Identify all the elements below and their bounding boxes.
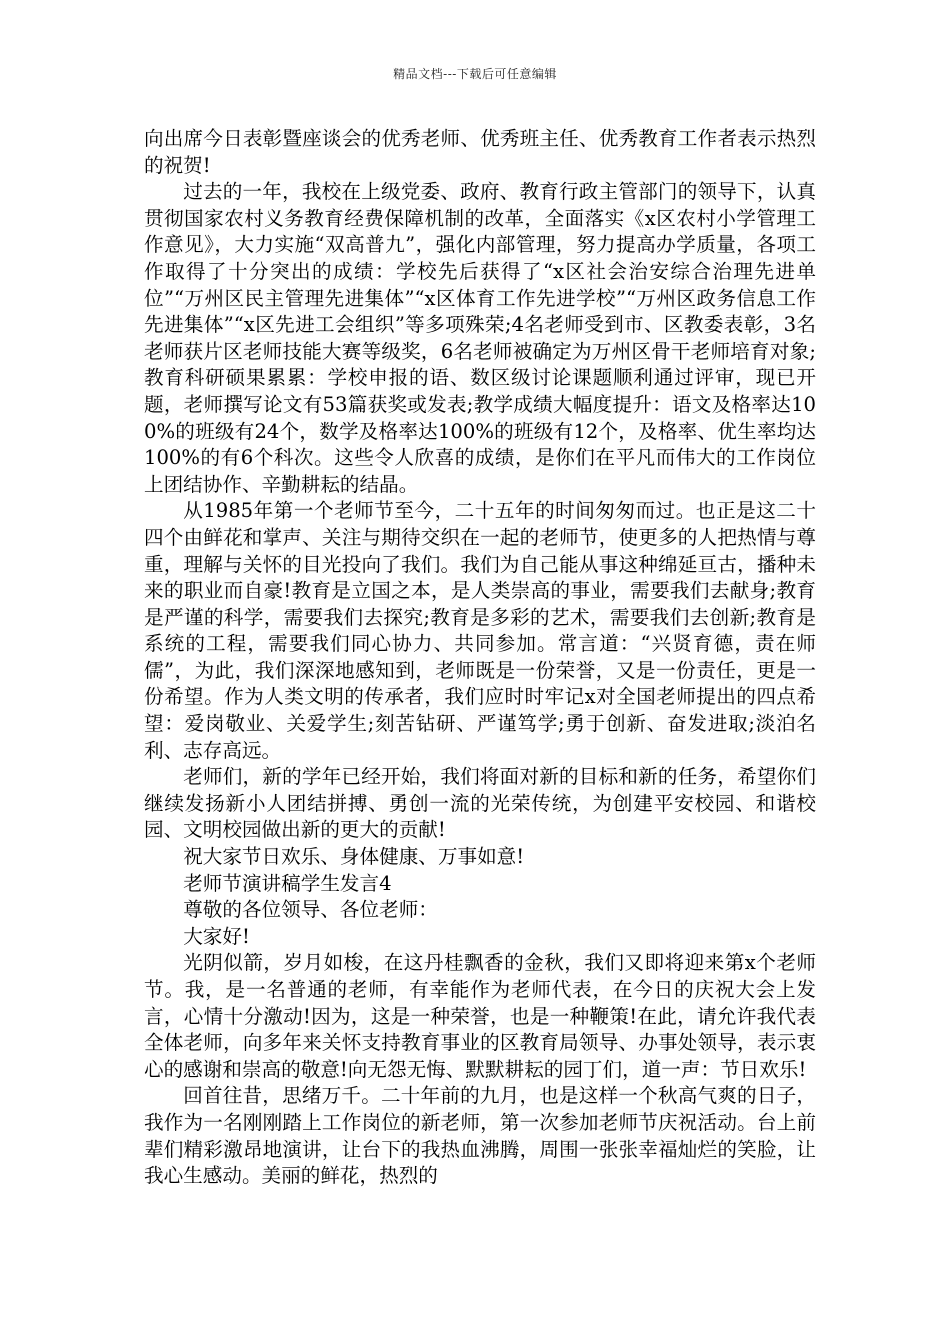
paragraph-6: 回首往昔，思绪万千。二十年前的九月，也是这样一个秋高气爽的日子，我作为一名刚刚踏上工作岗位的新老师，第一次参加老师节庆祝活动。台上前辈们精彩激昂地演讲，让台下的我热血沸腾，周围一张张幸福灿烂的笑脸，让我心生感动。美丽的鲜花，热烈的: [144, 1084, 816, 1188]
paragraph-3: 从1985年第一个老师节至今，二十五年的时间匆匆而过。也正是这二十四个由鲜花和掌声、关注与期待交织在一起的老师节，使更多的人把热情与尊重，理解与关怀的目光投向了我们。我们为自己能从事这种绵延亘古，播种未来的职业而自豪!教育是立国之本，是人类崇高的事业，需要我们去献身;教育是严谨的科学，需要我们去探究;教育是多彩的艺术，需要我们去创新;教育是系统的工程，需要我们同心协力、共同参加。常言道：“兴贤育德，责在师儒”，为此，我们深深地感知到，老师既是一份荣誉，又是一份责任，更是一份希望。作为人类文明的传承者，我们应时时牢记x对全国老师提出的四点希望：爱岗敬业、关爱学生;刻苦钻研、严谨笃学;勇于创新、奋发进取;淡泊名利、志存高远。: [144, 499, 816, 762]
paragraph-2: 过去的一年，我校在上级党委、政府、教育行政主管部门的领导下，认真贯彻国家农村义务教育经费保障机制的改革，全面落实《x区农村小学管理工作意见》，大力实施“双高普九”，强化内部管理，努力提高办学质量，各项工作取得了十分突出的成绩：学校先后获得了“x区社会治安综合治理先进单位”“万州区民主管理先进集体”“x区体育工作先进学校”“万州区政务信息工作先进集体”“x区先进工会组织”等多项殊荣;4名老师受到市、区教委表彰，3名老师获片区老师技能大赛等级奖，6名老师被确定为万州区骨干老师培育对象;教育科研硕果累累：学校申报的语、数区级讨论课题顺利通过评审，现已开题，老师撰写论文有53篇获奖或发表;教学成绩大幅度提升：语文及格率达100%的班级有24个，数学及格率达100%的班级有12个，及格率、优生率均达100%的有6个科次。这些令人欣喜的成绩，是你们在平凡而伟大的工作岗位上团结协作、辛勤耕耘的结晶。: [144, 180, 816, 496]
section-title: 老师节演讲稿学生发言4: [183, 871, 392, 895]
paragraph-5: 光阴似箭，岁月如梭，在这丹桂飘香的金秋，我们又即将迎来第x个老师节。我，是一名普通的老师，有幸能作为老师代表，在今日的庆祝大会上发言，心情十分激动!因为，这是一种荣誉，也是一种鞭策!在此，请允许我代表全体老师，向多年来关怀支持教育事业的区教育局领导、办事处领导，表示衷心的感谢和崇高的敬意!向无怨无悔、默默耕耘的园丁们，道一声：节日欢乐!: [144, 951, 816, 1081]
page-header: 精品文档---下载后可任意编辑: [393, 67, 557, 81]
paragraph-4: 老师们，新的学年已经开始，我们将面对新的目标和新的任务，希望你们继续发扬新小人团结拼搏、勇创一流的光荣传统，为创建平安校园、和谐校园、文明校园做出新的更大的贡献!: [144, 765, 816, 842]
paragraph-1: 向出席今日表彰暨座谈会的优秀老师、优秀班主任、优秀教育工作者表示热烈的祝贺!: [144, 127, 816, 177]
greeting: 大家好!: [183, 924, 250, 948]
document-body: [144, 126, 816, 1190]
salutation: 尊敬的各位领导、各位老师：: [183, 898, 438, 922]
paragraph-wishes: 祝大家节日欢乐、身体健康、万事如意!: [183, 845, 525, 869]
